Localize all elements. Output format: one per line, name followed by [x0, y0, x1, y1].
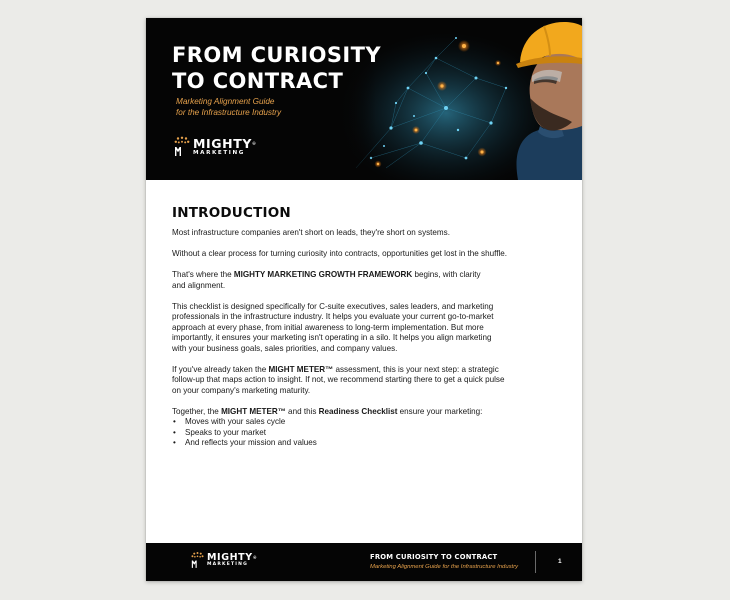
readiness-checklist-name: Readiness Checklist	[318, 406, 398, 416]
footer-logo-tagline: MARKETING	[207, 562, 248, 567]
might-meter-name-2: MIGHT METER™	[221, 406, 286, 416]
growth-framework-name: MIGHTY MARKETING GROWTH FRAMEWORK	[233, 270, 413, 279]
subtitle-line-2: for the Infrastructure Industry	[176, 107, 282, 117]
intro-paragraph-6	[172, 407, 556, 418]
cover-banner	[146, 18, 582, 180]
list-item: • And reflects your mission and values	[172, 438, 556, 449]
p6-text-mid: and this	[285, 406, 319, 416]
footer-logo	[191, 551, 257, 570]
sunburst-icon	[174, 136, 190, 158]
page-footer	[146, 543, 582, 581]
document-title	[172, 42, 381, 94]
intro-paragraph-5	[172, 365, 556, 397]
p3-line-2: and alignment.	[172, 280, 226, 290]
document-subtitle	[176, 97, 281, 118]
list-item: • Moves with your sales cycle	[172, 417, 556, 428]
intro-paragraph-3	[172, 270, 556, 291]
p5-text-end: assessment, this is your next step: a strategic	[333, 364, 499, 374]
footer-document-title: FROM CURIOSITY TO CONTRACT	[370, 553, 498, 561]
p4-line-3: approach at every phase, from initial awareness to long-term implementation. But more	[172, 322, 484, 332]
footer-logo-registered: ®	[252, 555, 258, 560]
p6-text-end: ensure your marketing:	[397, 406, 483, 416]
page-number: 1	[558, 558, 562, 565]
intro-paragraph-2: Without a clear process for turning curiosity into contracts, opportunities get lost in the shuffle.	[172, 249, 508, 258]
logo-registered: ®	[252, 140, 257, 146]
footer-document-subtitle: Marketing Alignment Guide for the Infrastructure Industry	[370, 564, 519, 570]
introduction-section	[172, 205, 556, 449]
p4-line-2: professionals in the infrastructure industry. It helps you evaluate your current go-to-market	[172, 312, 494, 321]
intro-paragraph-4	[172, 302, 556, 355]
p4-line-1: This checklist is designed specifically for C-suite executives, sales leaders, and marketing	[172, 301, 494, 311]
p5-line-1	[172, 365, 556, 376]
might-meter-name: MIGHT METER™	[268, 364, 334, 374]
title-line-2: TO CONTRACT	[172, 69, 344, 93]
list-item: • Speaks to your market	[172, 428, 556, 439]
p4-line-5: with your business goals, sales priorities, and company values.	[172, 343, 398, 353]
p6-text: Together, the	[172, 406, 222, 416]
title-line-1: FROM CURIOSITY	[172, 43, 381, 67]
introduction-heading: INTRODUCTION	[172, 205, 291, 221]
intro-paragraph-1: Most infrastructure companies aren't short on leads, they're short on systems.	[172, 228, 450, 237]
logo-tagline: MARKETING	[193, 149, 245, 156]
p3-text-end: begins, with clarity	[412, 270, 481, 279]
mighty-marketing-logo	[174, 136, 257, 158]
p5-line-3: on your company's marketing maturity.	[172, 385, 311, 395]
marketing-bullet-list	[172, 417, 556, 449]
sunburst-icon	[191, 551, 204, 570]
p4-line-4: importantly, it ensures your marketing isn't operating in a silo. It helps you align marketing	[172, 333, 492, 342]
footer-divider	[535, 551, 536, 573]
subtitle-line-1: Marketing Alignment Guide	[176, 97, 275, 106]
p5-line-2: follow-up that maps action to insight. If not, we recommend starting there to get a quick pulse	[172, 375, 505, 384]
footer-logo-wordmark: MIGHTY	[207, 552, 253, 563]
p3-text: That's where the	[172, 270, 234, 279]
logo-wordmark: MIGHTY	[193, 135, 252, 151]
p5-text: If you've already taken the	[172, 364, 269, 374]
document-page	[146, 18, 582, 581]
